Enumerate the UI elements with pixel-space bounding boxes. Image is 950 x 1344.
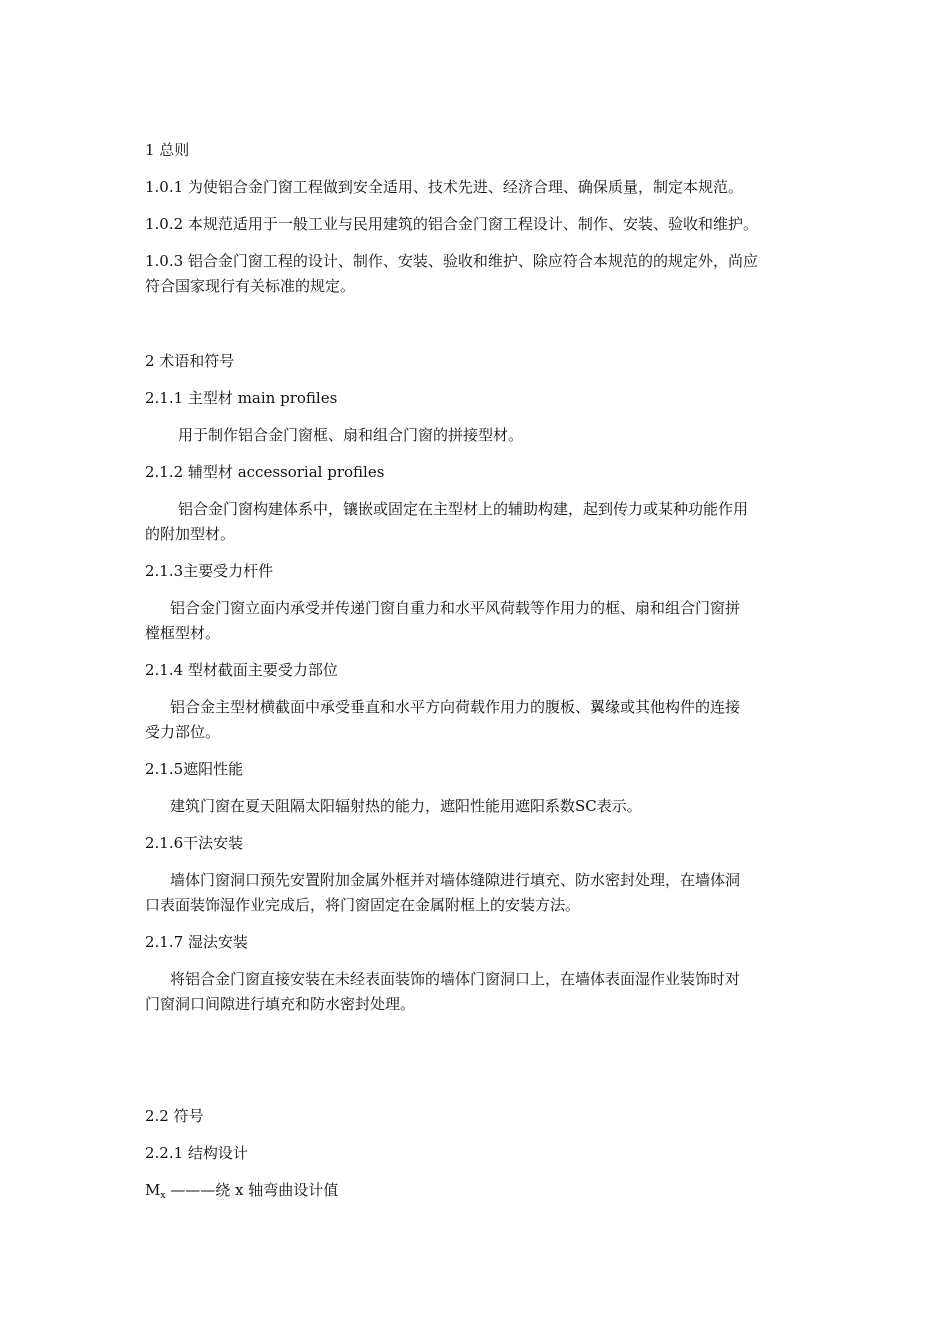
clause-1-0-3-line1: 1.0.3 铝合金门窗工程的设计、制作、安装、验收和维护、除应符合本规范的的规定外，尚应 bbox=[145, 252, 758, 270]
term-2-1-7-definition-line1: 将铝合金门窗直接安装在未经表面装饰的墙体门窗洞口上，在墙体表面湿作业装饰时对 bbox=[170, 970, 741, 988]
symbol-mx-letter: M bbox=[145, 1181, 161, 1199]
section-2-heading: 2 术语和符号 bbox=[145, 352, 235, 370]
symbol-mx-subscript: x bbox=[160, 1191, 166, 1201]
clause-2-2-1-title: 2.2.1 结构设计 bbox=[145, 1144, 248, 1162]
section-1-heading: 1 总则 bbox=[145, 141, 190, 159]
term-2-1-5-definition: 建筑门窗在夏天阻隔太阳辐射热的能力，遮阳性能用遮阳系数SC表示。 bbox=[170, 797, 642, 815]
term-2-1-4-definition-line1: 铝合金主型材横截面中承受垂直和水平方向荷载作用力的腹板、翼缘或其他构件的连接 bbox=[170, 698, 741, 716]
symbol-mx-description: ———绕 x 轴弯曲设计值 bbox=[165, 1181, 339, 1199]
term-2-1-4-title: 2.1.4 型材截面主要受力部位 bbox=[145, 661, 338, 679]
term-2-1-4-definition-line2: 受力部位。 bbox=[145, 723, 221, 741]
term-2-1-1-title: 2.1.1 主型材 main profiles bbox=[145, 389, 338, 407]
section-2-2-heading: 2.2 符号 bbox=[145, 1107, 204, 1125]
term-2-1-1-definition: 用于制作铝合金门窗框、扇和组合门窗的拼接型材。 bbox=[178, 426, 524, 444]
clause-1-0-3-line2: 符合国家现行有关标准的规定。 bbox=[145, 277, 356, 295]
clause-1-0-2: 1.0.2 本规范适用于一般工业与民用建筑的铝合金门窗工程设计、制作、安装、验收和维护。 bbox=[145, 215, 758, 233]
term-2-1-6-definition-line1: 墙体门窗洞口预先安置附加金属外框并对墙体缝隙进行填充、防水密封处理，在墙体洞 bbox=[170, 871, 741, 889]
term-2-1-6-definition-line2: 口表面装饰湿作业完成后，将门窗固定在金属附框上的安装方法。 bbox=[145, 896, 581, 914]
term-2-1-6-title: 2.1.6干法安装 bbox=[145, 834, 244, 852]
term-2-1-3-definition-line1: 铝合金门窗立面内承受并传递门窗自重力和水平风荷载等作用力的框、扇和组合门窗拼 bbox=[170, 599, 741, 617]
term-2-1-2-title: 2.1.2 辅型材 accessorial profiles bbox=[145, 463, 385, 481]
term-2-1-7-title: 2.1.7 湿法安装 bbox=[145, 933, 248, 951]
term-2-1-5-title: 2.1.5遮阳性能 bbox=[145, 760, 244, 778]
term-2-1-3-title: 2.1.3主要受力杆件 bbox=[145, 562, 274, 580]
term-2-1-3-definition-line2: 樘框型材。 bbox=[145, 624, 221, 642]
symbol-mx bbox=[145, 1180, 338, 1200]
term-2-1-2-definition-line1: 铝合金门窗构建体系中，镶嵌或固定在主型材上的辅助构建，起到传力或某种功能作用 bbox=[178, 500, 749, 518]
term-2-1-2-definition-line2: 的附加型材。 bbox=[145, 525, 236, 543]
term-2-1-7-definition-line2: 门窗洞口间隙进行填充和防水密封处理。 bbox=[145, 995, 416, 1013]
clause-1-0-1: 1.0.1 为使铝合金门窗工程做到安全适用、技术先进、经济合理、确保质量，制定本规范。 bbox=[145, 178, 743, 196]
